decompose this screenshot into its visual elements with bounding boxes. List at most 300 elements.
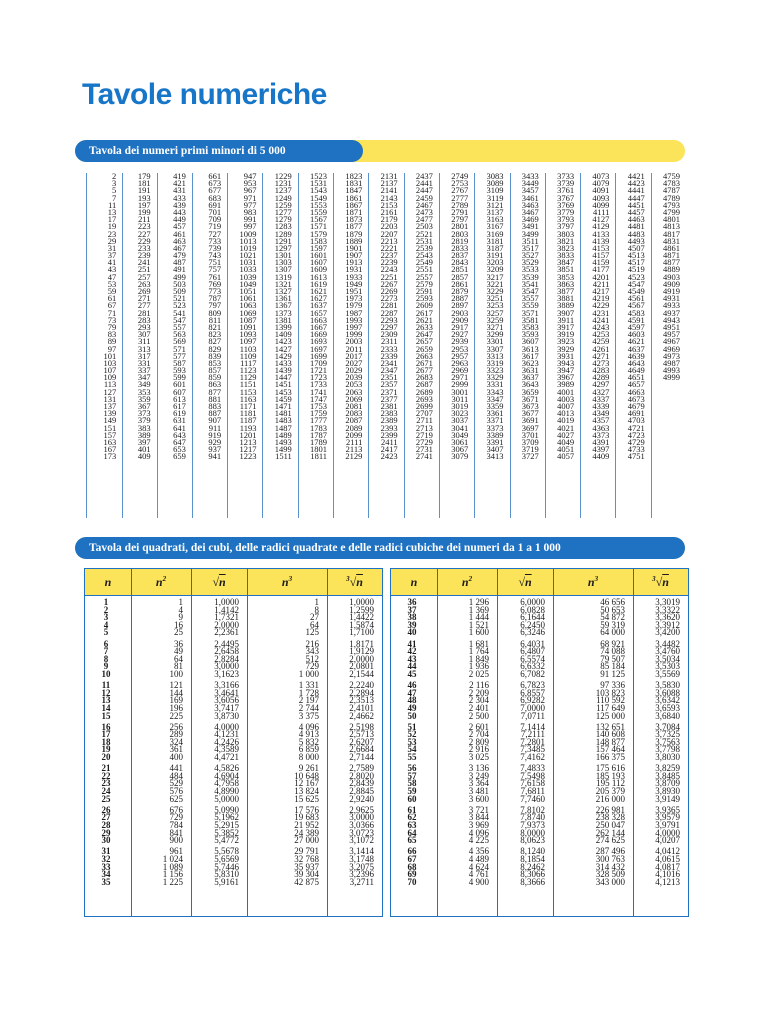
table-cell: 4 096 — [298, 721, 319, 732]
table-cell: 29 — [101, 827, 111, 838]
prime-number: 53 — [107, 278, 117, 289]
prime-number: 1277 — [274, 206, 292, 217]
table-cell: 4 225 — [468, 835, 489, 846]
prime-number: 463 — [173, 235, 186, 246]
table-cell: 4,1213 — [655, 876, 680, 887]
table-cell: 343 — [305, 646, 319, 657]
table-cell: 52 — [407, 729, 417, 740]
prime-number: 47 — [107, 271, 117, 282]
prime-number: 4651 — [627, 372, 645, 383]
prime-number: 3301 — [486, 336, 504, 347]
prime-number: 3371 — [486, 415, 504, 426]
prime-number: 139 — [103, 408, 117, 419]
prime-number: 2803 — [451, 228, 469, 239]
prime-number: 509 — [173, 286, 186, 296]
prime-number: 263 — [137, 278, 151, 289]
prime-number: 1109 — [239, 350, 257, 361]
prime-number: 1409 — [274, 329, 292, 340]
table-cell: 2 209 — [468, 687, 489, 698]
prime-number: 1481 — [274, 408, 292, 419]
prime-number: 37 — [107, 250, 117, 261]
prime-number: 2731 — [415, 444, 433, 455]
prime-number: 1559 — [310, 206, 328, 217]
prime-number: 653 — [173, 444, 186, 455]
prime-number: 3529 — [521, 257, 539, 268]
table-cell: 13 — [101, 695, 111, 706]
table-cell: 85 184 — [600, 661, 625, 672]
table-cell: 2,9240 — [349, 793, 374, 804]
prime-number: 349 — [137, 379, 151, 390]
table-cell: 1 024 — [162, 853, 183, 864]
prime-number: 2357 — [380, 379, 398, 390]
table-cell: 2 601 — [468, 721, 489, 732]
prime-number: 1021 — [239, 250, 257, 261]
table-cell: 132 651 — [595, 721, 625, 732]
prime-number: 2287 — [380, 307, 398, 318]
prime-number: 4423 — [627, 178, 645, 189]
table-cell: 62 — [407, 812, 417, 823]
prime-number: 103 — [103, 357, 117, 368]
table-cell: 64 — [407, 827, 417, 838]
prime-number: 641 — [173, 422, 186, 433]
prime-number: 2099 — [345, 429, 363, 440]
prime-number: 2687 — [415, 379, 433, 390]
table-cell: 19 — [101, 744, 111, 755]
table-cell: 4 761 — [468, 869, 489, 880]
prime-number: 773 — [208, 286, 222, 296]
table-cell: 31 — [101, 846, 111, 857]
table-cell: 27 000 — [294, 835, 319, 846]
table-cell: 5,1962 — [214, 812, 239, 823]
table-cell: 9 261 — [298, 763, 319, 774]
prime-number: 4159 — [592, 257, 610, 268]
prime-number: 2473 — [415, 206, 433, 217]
prime-number: 2063 — [345, 386, 363, 397]
prime-number: 2749 — [451, 171, 469, 181]
table-cell: 12 167 — [294, 778, 319, 789]
prime-number: 1667 — [310, 321, 328, 332]
table-cell: 1 369 — [468, 604, 489, 615]
prime-number: 193 — [137, 192, 151, 203]
prime-number: 2671 — [415, 357, 433, 368]
table-cell: 4,1016 — [655, 869, 680, 880]
prime-number: 127 — [103, 386, 117, 397]
prime-number: 3673 — [521, 401, 539, 411]
prime-number: 2237 — [380, 250, 398, 261]
table-cell: 97 336 — [600, 680, 625, 691]
prime-number: 619 — [173, 408, 186, 419]
prime-number: 4481 — [627, 221, 645, 232]
table-cell: 3,8930 — [655, 786, 680, 797]
prime-number: 593 — [173, 365, 186, 376]
table-cell: 1 — [103, 597, 109, 607]
table-cell: 10 — [101, 668, 111, 679]
prime-number: 2539 — [415, 242, 433, 253]
prime-number: 4231 — [592, 307, 610, 318]
table-cell: 125 000 — [595, 710, 625, 721]
prime-number: 4931 — [662, 293, 680, 304]
table-cell: 3,9149 — [655, 793, 680, 804]
table-cell: 300 763 — [595, 853, 625, 864]
prime-number: 4447 — [627, 192, 645, 203]
prime-number: 691 — [208, 199, 222, 210]
prime-number: 2837 — [451, 250, 469, 261]
prime-number: 2467 — [415, 199, 433, 210]
table-cell: 13 824 — [294, 786, 319, 797]
table-cell: 8,1854 — [520, 853, 545, 864]
prime-number: 4637 — [627, 343, 645, 354]
prime-number: 2647 — [415, 329, 433, 340]
prime-number: 4253 — [592, 329, 610, 340]
prime-number: 3163 — [486, 214, 504, 225]
prime-number: 1531 — [310, 178, 328, 189]
table-cell: 2 809 — [468, 736, 489, 747]
prime-number: 3823 — [557, 242, 575, 253]
prime-number: 4679 — [627, 401, 645, 411]
prime-number: 2777 — [451, 192, 469, 203]
table-cell: 7,0711 — [520, 710, 545, 721]
table-cell: 3,2396 — [349, 869, 374, 880]
prime-number: 2801 — [451, 221, 469, 232]
table-cell: 8,0000 — [520, 827, 545, 838]
table-cell: 4 900 — [468, 876, 489, 887]
table-cell: 324 — [169, 736, 183, 747]
prime-number: 3413 — [486, 451, 504, 462]
table-cell: 2 — [103, 604, 109, 615]
prime-number: 1861 — [345, 192, 363, 203]
prime-number: 163 — [103, 436, 117, 447]
prime-number: 3119 — [486, 192, 504, 203]
prime-number: 2927 — [451, 329, 469, 340]
prime-number: 4733 — [627, 444, 645, 455]
prime-number: 947 — [243, 171, 257, 181]
prime-number: 223 — [137, 221, 151, 232]
table-cell: 8,3666 — [520, 876, 545, 887]
prime-number: 4259 — [592, 336, 610, 347]
prime-number: 3221 — [486, 278, 504, 289]
table-cell: 3,7563 — [655, 736, 680, 747]
prime-number: 1151 — [239, 379, 257, 390]
table-cell: 484 — [169, 770, 183, 781]
prime-number: 1871 — [345, 206, 363, 217]
table-cell: 2,0801 — [349, 661, 374, 672]
table-cell: 11 — [101, 680, 111, 691]
table-cell: 3,3620 — [655, 612, 680, 623]
prime-number: 1601 — [310, 250, 328, 261]
prime-number: 2 — [112, 171, 117, 181]
prime-number: 577 — [173, 350, 186, 361]
table-cell: 6,2450 — [520, 619, 545, 630]
table-cell: 3,3019 — [655, 597, 680, 607]
table-cell: 74 088 — [600, 646, 625, 657]
prime-number: 4799 — [662, 206, 680, 217]
prime-number: 2137 — [380, 178, 398, 189]
table-cell: 3,4641 — [214, 687, 239, 698]
prime-number: 2659 — [415, 343, 433, 354]
prime-number: 11 — [108, 199, 117, 210]
page-title: Tavole numeriche — [82, 78, 327, 111]
table-cell: 55 — [407, 752, 417, 763]
prime-number: 911 — [208, 422, 222, 433]
prime-number: 2251 — [380, 271, 398, 282]
prime-number: 3191 — [486, 250, 504, 261]
prime-number: 2111 — [345, 436, 363, 447]
prime-number: 2203 — [380, 221, 398, 232]
prime-number: 4219 — [592, 293, 610, 304]
table-cell: 7,6811 — [520, 786, 545, 797]
prime-number: 2393 — [380, 422, 398, 433]
prime-number: 4129 — [592, 221, 610, 232]
table-cell: 3,4760 — [655, 646, 680, 657]
prime-number: 4289 — [592, 372, 610, 383]
prime-number: 2879 — [451, 286, 469, 296]
prime-number: 4967 — [662, 336, 680, 347]
table-cell: 23 — [101, 778, 111, 789]
prime-number: 239 — [137, 250, 151, 261]
table-cell: 400 — [169, 752, 183, 763]
prime-number: 1049 — [239, 278, 257, 289]
prime-number: 1033 — [239, 264, 257, 275]
prime-number: 3581 — [521, 314, 539, 325]
table-cell: 3,9579 — [655, 812, 680, 823]
prime-number: 367 — [137, 401, 151, 411]
prime-number: 1367 — [274, 300, 292, 311]
prime-number: 907 — [208, 415, 222, 426]
prime-number: 881 — [208, 393, 222, 404]
prime-number: 3697 — [521, 422, 539, 433]
table-cell: 68 921 — [600, 638, 625, 649]
prime-number: 181 — [137, 178, 151, 189]
prime-number: 4973 — [662, 350, 680, 361]
prime-number: 2999 — [451, 379, 469, 390]
column-n2 — [437, 599, 489, 886]
prime-number: 2693 — [415, 393, 433, 404]
prime-number: 199 — [137, 206, 151, 217]
header-cube-root: $^3$√n — [652, 575, 669, 589]
table-cell: 5,3852 — [214, 827, 239, 838]
table-cell: 512 — [305, 653, 319, 664]
primes-column — [510, 173, 546, 518]
table-cell: 14 — [101, 702, 111, 713]
prime-number: 4603 — [627, 329, 645, 340]
prime-number: 2591 — [415, 286, 433, 296]
prime-number: 479 — [173, 250, 186, 261]
prime-number: 2377 — [380, 393, 398, 404]
table-cell: 2,7589 — [349, 763, 374, 774]
prime-number: 821 — [208, 321, 222, 332]
prime-number: 977 — [243, 199, 257, 210]
prime-number: 2143 — [380, 192, 398, 203]
prime-number: 967 — [243, 185, 257, 196]
table-cell: 7,3485 — [520, 744, 545, 755]
prime-number: 1051 — [239, 286, 257, 296]
prime-number: 3457 — [521, 185, 539, 196]
prime-number: 3889 — [557, 300, 575, 311]
table-cell: 6 — [103, 638, 109, 649]
table-cell: 17 — [101, 729, 111, 740]
prime-number: 3329 — [486, 372, 504, 383]
prime-number: 4093 — [592, 192, 610, 203]
table-cell: 56 — [407, 763, 417, 774]
prime-number: 269 — [137, 286, 151, 296]
table-cell: 7,2111 — [520, 729, 545, 740]
prime-number: 859 — [208, 372, 222, 383]
column-n3 — [247, 599, 319, 886]
table-cell: 33 — [101, 861, 111, 872]
prime-number: 3539 — [521, 271, 539, 282]
prime-number: 1171 — [239, 401, 257, 411]
header-cube: $n^3$ — [587, 575, 599, 589]
table-cell: 2,7144 — [349, 752, 374, 763]
table-cell: 27 — [101, 812, 111, 823]
prime-number: 701 — [208, 206, 222, 217]
table-cell: 7,8102 — [520, 804, 545, 815]
prime-number: 2767 — [451, 185, 469, 196]
prime-number: 7 — [112, 192, 117, 203]
prime-number: 719 — [208, 221, 222, 232]
prime-number: 3533 — [521, 264, 539, 275]
prime-number: 4157 — [592, 250, 610, 261]
prime-number: 3881 — [557, 293, 575, 304]
prime-number: 4013 — [557, 408, 575, 419]
prime-number: 3767 — [557, 192, 575, 203]
prime-number: 2633 — [415, 321, 433, 332]
table-cell: 2,2361 — [214, 627, 239, 638]
table-cell: 343 000 — [595, 876, 625, 887]
prime-number: 2957 — [451, 350, 469, 361]
prime-number: 257 — [137, 271, 151, 282]
prime-number: 1847 — [345, 185, 363, 196]
table-cell: 2,8439 — [349, 778, 374, 789]
prime-number: 3943 — [557, 357, 575, 368]
table-cell: 64 — [310, 619, 319, 630]
table-cell: 51 — [407, 721, 417, 732]
sqrt-icon: √ — [655, 575, 663, 589]
table-cell: 53 — [407, 736, 417, 747]
prime-number: 677 — [208, 185, 222, 196]
table-cell: 8,0623 — [520, 835, 545, 846]
prime-number: 1447 — [274, 372, 292, 383]
prime-number: 4723 — [627, 429, 645, 440]
prime-number: 227 — [137, 228, 151, 239]
prime-number: 1399 — [274, 321, 292, 332]
table-cell: 2 304 — [468, 695, 489, 706]
prime-number: 467 — [173, 242, 186, 253]
prime-number: 4783 — [662, 178, 680, 189]
table-cell: 69 — [407, 869, 417, 880]
table-cell: 4 624 — [468, 861, 489, 872]
prime-number: 2861 — [451, 278, 469, 289]
table-cell: 1 936 — [468, 661, 489, 672]
prime-number: 2531 — [415, 235, 433, 246]
prime-number: 4357 — [592, 415, 610, 426]
prime-number: 3701 — [521, 429, 539, 440]
prime-number: 3361 — [486, 408, 504, 419]
table-cell: 3,8030 — [655, 752, 680, 763]
table-cell: 8,3066 — [520, 869, 545, 880]
prime-number: 2423 — [380, 451, 398, 462]
table-cell: 3,1414 — [349, 846, 374, 857]
table-cell: 6,0000 — [520, 597, 545, 607]
table-cell: 3 969 — [468, 820, 489, 830]
table-cell: 3,8259 — [655, 763, 680, 774]
table-cell: 15 625 — [294, 793, 319, 804]
prime-number: 4297 — [592, 379, 610, 390]
prime-number: 3203 — [486, 257, 504, 268]
column-n3 — [553, 599, 625, 886]
column-header — [633, 569, 688, 595]
prime-number: 4831 — [662, 235, 680, 246]
prime-number: 4451 — [627, 199, 645, 210]
prime-number: 659 — [173, 451, 186, 462]
prime-number: 2003 — [345, 336, 363, 347]
prime-number: 3727 — [521, 451, 539, 462]
prime-number: 1097 — [239, 336, 257, 347]
table-cell: 4 356 — [468, 846, 489, 857]
table-cell: 441 — [169, 763, 183, 774]
prime-number: 2969 — [451, 365, 469, 376]
prime-number: 983 — [243, 206, 257, 217]
table-cell: 6,8557 — [520, 687, 545, 698]
table-cell: 1 600 — [468, 627, 489, 638]
prime-number: 563 — [173, 329, 186, 340]
table-cell: 58 — [407, 778, 417, 789]
prime-number: 811 — [208, 314, 222, 325]
prime-number: 1523 — [310, 171, 328, 181]
prime-number: 3923 — [557, 336, 575, 347]
prime-number: 5 — [112, 185, 117, 196]
prime-number: 3931 — [557, 350, 575, 361]
prime-number: 3631 — [521, 365, 539, 376]
prime-number: 2447 — [415, 185, 433, 196]
prime-number: 3389 — [486, 429, 504, 440]
table-cell: 1 444 — [468, 612, 489, 623]
prime-number: 1693 — [310, 336, 328, 347]
table-cell: 1 764 — [468, 646, 489, 657]
prime-number: 1907 — [345, 250, 363, 261]
table-cell: 3 375 — [298, 710, 319, 721]
prime-number: 1607 — [310, 257, 328, 268]
table-cell: 3,6056 — [214, 695, 239, 706]
prime-number: 373 — [137, 408, 151, 419]
prime-number: 2309 — [380, 329, 398, 340]
table-cell: 4 489 — [468, 853, 489, 864]
table-cell: 24 — [101, 786, 111, 797]
table-cell: 3 844 — [468, 812, 489, 823]
prime-number: 3851 — [557, 264, 575, 275]
column-header — [131, 569, 191, 595]
prime-number: 59 — [107, 286, 117, 296]
prime-number: 1163 — [239, 393, 257, 404]
table-cell: 4,5826 — [214, 763, 239, 774]
prime-number: 73 — [107, 314, 117, 325]
prime-number: 1327 — [274, 286, 292, 296]
prime-number: 1567 — [310, 214, 328, 225]
prime-number: 1609 — [310, 264, 328, 275]
table-cell: 1 681 — [468, 638, 489, 649]
table-cell: 6,7823 — [520, 680, 545, 691]
prime-number: 4759 — [662, 171, 680, 181]
table-cell: 67 — [407, 853, 417, 864]
prime-number: 839 — [208, 350, 222, 361]
table-cell: 17 576 — [294, 804, 319, 815]
prime-number: 4441 — [627, 185, 645, 196]
table-cell: 175 616 — [595, 763, 625, 774]
table-cell: 5,4772 — [214, 835, 239, 846]
prime-number: 503 — [173, 278, 186, 289]
table-cell: 4,0412 — [655, 846, 680, 857]
table-cell: 2,3513 — [349, 695, 374, 706]
